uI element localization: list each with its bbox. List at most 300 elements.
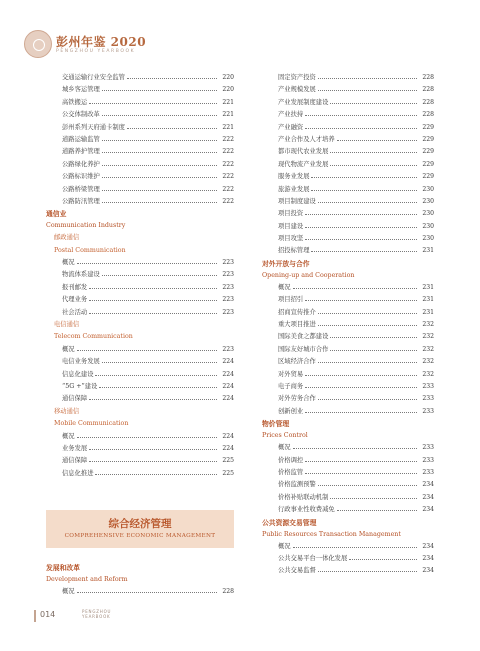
toc-entry[interactable] xyxy=(46,455,234,467)
toc-entry[interactable] xyxy=(46,269,234,281)
dot-leader xyxy=(305,370,417,376)
toc-entry-title xyxy=(278,442,418,454)
toc-entry-page: 231 xyxy=(422,296,434,304)
toc-entry-title xyxy=(278,134,418,146)
toc-entry[interactable] xyxy=(262,282,434,294)
toc-entry[interactable] xyxy=(46,146,234,158)
toc-entry-title xyxy=(278,467,418,479)
toc-group xyxy=(46,431,234,481)
toc-entry-title xyxy=(62,72,218,84)
toc-entry[interactable] xyxy=(46,369,234,381)
dot-leader xyxy=(318,394,417,400)
dot-leader xyxy=(318,197,417,203)
toc-entry-title xyxy=(62,468,218,480)
toc-entry-label: 彭州系列天府通卡制度 xyxy=(62,123,125,131)
dot-leader xyxy=(293,443,417,449)
toc-entry-label: 产业融资 xyxy=(278,123,304,131)
toc-entry-page: 222 xyxy=(222,185,234,193)
dot-leader xyxy=(305,456,417,462)
dot-leader xyxy=(318,480,417,486)
toc-entry[interactable] xyxy=(262,84,434,96)
toc-entry-page: 223 xyxy=(222,259,234,267)
dot-leader xyxy=(89,444,217,450)
toc-entry-page: 234 xyxy=(422,493,434,501)
toc-entry-label: 对外劳务合作 xyxy=(278,395,316,403)
toc-entry-label: 价格调控 xyxy=(278,456,304,464)
toc-entry[interactable] xyxy=(262,455,434,467)
subsection-title-mobile-en: Mobile Communication xyxy=(54,420,129,428)
dot-leader xyxy=(330,147,417,153)
section-title-development: 发展和改革 xyxy=(46,564,80,572)
toc-group xyxy=(262,541,434,578)
toc-entry-label: 信息化推进 xyxy=(62,469,94,477)
toc-entry-title xyxy=(278,344,418,356)
toc-entry-title xyxy=(62,122,218,134)
toc-entry-label: 电信业务发展 xyxy=(62,358,100,366)
dot-leader xyxy=(102,110,217,116)
toc-entry-page: 223 xyxy=(222,345,234,353)
toc-entry[interactable] xyxy=(262,72,434,84)
toc-entry-page: 222 xyxy=(222,173,234,181)
toc-entry-label: 信息化建设 xyxy=(62,370,94,378)
toc-entry-label: 现代物流产业发展 xyxy=(278,160,329,168)
toc-entry-label: 产业合作及人才培养 xyxy=(278,135,335,143)
toc-entry-title xyxy=(278,381,418,393)
section-title-communication: 通信业 xyxy=(46,210,67,219)
dot-leader xyxy=(89,308,217,314)
toc-entry[interactable] xyxy=(46,122,234,134)
toc-entry[interactable] xyxy=(46,159,234,171)
dot-leader xyxy=(318,73,417,79)
dot-leader xyxy=(89,295,217,301)
toc-entry[interactable] xyxy=(262,356,434,368)
dot-leader xyxy=(293,542,417,548)
dot-leader xyxy=(89,394,217,400)
toc-entry-page: 220 xyxy=(222,86,234,94)
dot-leader xyxy=(127,73,217,79)
toc-entry[interactable] xyxy=(262,467,434,479)
toc-entry-page: 224 xyxy=(222,358,234,366)
dot-leader xyxy=(102,160,217,166)
dot-leader xyxy=(77,432,217,438)
dot-leader xyxy=(337,135,417,141)
toc-entry[interactable] xyxy=(262,565,434,577)
toc-entry-page: 230 xyxy=(422,210,434,218)
toc-entry[interactable] xyxy=(262,294,434,306)
toc-entry-label: 项目投资 xyxy=(278,210,304,218)
toc-entry-title xyxy=(278,221,418,233)
toc-entry-title xyxy=(62,84,218,96)
dot-leader xyxy=(330,332,417,338)
dot-leader xyxy=(95,469,217,475)
toc-entry-title xyxy=(278,159,418,171)
toc-entry-label: 重大项目推进 xyxy=(278,321,316,329)
dot-leader xyxy=(102,135,217,141)
toc-entry-label: 电子商务 xyxy=(278,382,304,390)
toc-entry[interactable] xyxy=(262,541,434,553)
toc-entry-title xyxy=(62,97,218,109)
toc-entry-title xyxy=(278,245,418,257)
toc-entry-label: 代理业务 xyxy=(62,296,88,304)
toc-entry[interactable] xyxy=(46,109,234,121)
subsection-title-mobile: 移动通信 xyxy=(54,407,80,415)
toc-entry-title xyxy=(278,146,418,158)
toc-entry-label: 产业扶持 xyxy=(278,111,304,119)
toc-entry-label: 城乡客运管理 xyxy=(62,86,100,94)
toc-entry-title xyxy=(278,72,418,84)
toc-entry-label: 业务发展 xyxy=(62,444,88,452)
toc-entry-page: 232 xyxy=(422,345,434,353)
toc-entry-page: 233 xyxy=(422,468,434,476)
dot-leader xyxy=(330,160,417,166)
toc-entry-title xyxy=(278,307,418,319)
dot-leader xyxy=(305,123,417,129)
dot-leader xyxy=(311,172,417,178)
toc-entry-page: 232 xyxy=(422,321,434,329)
toc-entry-page: 228 xyxy=(422,86,434,94)
section-title-development-en: Development and Reform xyxy=(46,576,128,583)
toc-entry-page: 228 xyxy=(422,98,434,106)
footer-brand-line1: PENGZHOU xyxy=(82,609,112,614)
toc-entry[interactable] xyxy=(262,406,434,418)
section-title-prices-en: Prices Control xyxy=(262,432,308,440)
toc-entry[interactable] xyxy=(262,134,434,146)
chapter-title: 综合经济管理 xyxy=(108,518,172,530)
toc-entry[interactable] xyxy=(46,356,234,368)
toc-entry-label: 项目建设 xyxy=(278,222,304,230)
toc-entry[interactable] xyxy=(46,307,234,319)
toc-entry-page: 224 xyxy=(222,444,234,452)
toc-entry-page: 222 xyxy=(222,197,234,205)
toc-entry-page: 230 xyxy=(422,197,434,205)
toc-entry-title xyxy=(278,122,418,134)
subsection-title-telecom-en: Telecom Communication xyxy=(54,333,133,341)
toc-entry[interactable] xyxy=(262,331,434,343)
toc-entry-title xyxy=(278,208,418,220)
section-title-public-resources-en: Public Resources Transaction Management xyxy=(262,530,401,538)
toc-entry[interactable] xyxy=(262,146,434,158)
toc-entry-label: 物流体系建设 xyxy=(62,271,100,279)
toc-entry-page: 225 xyxy=(222,457,234,465)
dot-leader xyxy=(305,382,417,388)
dot-leader xyxy=(318,357,417,363)
toc-entry-page: 222 xyxy=(222,148,234,156)
subsection-title-telecom: 电信通信 xyxy=(54,321,80,329)
dot-leader xyxy=(102,172,217,178)
toc-entry-page: 228 xyxy=(422,74,434,81)
toc-entry[interactable] xyxy=(46,393,234,405)
toc-entry-label: 概况 xyxy=(278,444,291,452)
toc-entry-title xyxy=(278,282,418,294)
toc-entry-label: 道路养护管理 xyxy=(62,148,100,156)
toc-entry-label: 报刊邮发 xyxy=(62,283,88,291)
toc-entry[interactable] xyxy=(262,233,434,245)
toc-entry-title xyxy=(62,109,218,121)
toc-entry-label: 社会活动 xyxy=(62,308,88,316)
toc-entry[interactable] xyxy=(262,208,434,220)
yearbook-subtitle: PENGZHOU YEARBOOK xyxy=(56,49,136,54)
toc-entry-label: 公路防汛管理 xyxy=(62,197,100,205)
toc-entry-page: 221 xyxy=(222,111,234,119)
toc-entry-title xyxy=(62,381,218,393)
toc-left-bottom xyxy=(46,562,234,598)
toc-entry-page: 234 xyxy=(422,506,434,514)
toc-entry-label: 概况 xyxy=(62,432,75,440)
toc-entry[interactable] xyxy=(46,468,234,480)
toc-entry-page: 224 xyxy=(222,432,234,440)
toc-entry-title xyxy=(278,97,418,109)
dot-leader xyxy=(95,370,217,376)
toc-entry-title xyxy=(278,331,418,343)
toc-entry[interactable] xyxy=(262,159,434,171)
toc-entry-page: 223 xyxy=(222,308,234,316)
toc-entry-title xyxy=(62,184,218,196)
toc-entry[interactable] xyxy=(46,72,234,84)
toc-entry-label: 公路绿化养护 xyxy=(62,160,100,168)
toc-entry-page: 220 xyxy=(222,74,234,81)
toc-entry[interactable] xyxy=(262,344,434,356)
toc-entry[interactable] xyxy=(46,196,234,208)
toc-entry-page: 234 xyxy=(422,554,434,562)
toc-entry-title xyxy=(62,159,218,171)
toc-entry-title xyxy=(62,134,218,146)
toc-entry[interactable] xyxy=(262,369,434,381)
toc-entry-page: 231 xyxy=(422,283,434,291)
toc-entry[interactable] xyxy=(262,553,434,565)
toc-entry-title xyxy=(62,196,218,208)
toc-group xyxy=(262,282,434,418)
subsection-title-postal: 邮政通信 xyxy=(54,234,80,242)
toc-entry-title xyxy=(62,393,218,405)
toc-right-column xyxy=(262,72,434,578)
toc-entry[interactable] xyxy=(46,381,234,393)
dot-leader xyxy=(311,246,417,252)
toc-entry-label: 项目制度建设 xyxy=(278,197,316,205)
dot-leader xyxy=(330,98,417,104)
toc-entry[interactable] xyxy=(46,84,234,96)
dot-leader xyxy=(102,197,217,203)
toc-entry[interactable] xyxy=(46,184,234,196)
toc-entry[interactable] xyxy=(46,257,234,269)
toc-entry[interactable] xyxy=(262,393,434,405)
toc-entry-label: 公共交易监督 xyxy=(278,567,316,575)
toc-entry-title xyxy=(62,443,218,455)
dot-leader xyxy=(330,345,417,351)
dot-leader xyxy=(318,566,417,572)
toc-entry-title xyxy=(278,294,418,306)
toc-entry-title xyxy=(278,455,418,467)
dot-leader xyxy=(311,185,417,191)
toc-entry[interactable] xyxy=(46,443,234,455)
toc-entry-title xyxy=(62,269,218,281)
toc-entry[interactable] xyxy=(262,479,434,491)
toc-entry-title xyxy=(62,146,218,158)
dot-leader xyxy=(318,320,417,326)
toc-entry[interactable] xyxy=(262,319,434,331)
toc-entry[interactable] xyxy=(262,221,434,233)
toc-entry-title xyxy=(62,431,218,443)
toc-entry-page: 234 xyxy=(422,481,434,489)
toc-entry-label: 概况 xyxy=(62,345,75,353)
toc-entry-page: 222 xyxy=(222,135,234,143)
toc-entry-title xyxy=(278,492,418,504)
dot-leader xyxy=(305,234,417,240)
toc-entry[interactable] xyxy=(262,504,434,516)
toc-entry-label: 公共交易平台一体化发展 xyxy=(278,554,348,562)
dot-leader xyxy=(102,85,217,91)
toc-entry-page: 233 xyxy=(422,456,434,464)
toc-entry-page: 232 xyxy=(422,370,434,378)
toc-entry-page: 233 xyxy=(422,444,434,452)
toc-entry-label: 区域经济合作 xyxy=(278,358,316,366)
toc-entry-page: 231 xyxy=(422,247,434,255)
toc-entry[interactable] xyxy=(262,245,434,257)
toc-entry[interactable] xyxy=(46,294,234,306)
toc-entry-label: 旅游业发展 xyxy=(278,185,310,193)
footer-divider xyxy=(34,610,36,622)
toc-entry-label: 行政事业性收费减免 xyxy=(278,506,335,514)
toc-entry[interactable] xyxy=(46,282,234,294)
toc-entry[interactable] xyxy=(46,171,234,183)
dot-leader xyxy=(89,283,217,289)
toc-entry-label: 公路标识维护 xyxy=(62,173,100,181)
toc-entry-label: 概况 xyxy=(278,283,291,291)
toc-entry-label: 价格监管 xyxy=(278,468,304,476)
toc-entry-title xyxy=(278,171,418,183)
dot-leader xyxy=(305,407,417,413)
toc-entry-label: 项目攻坚 xyxy=(278,235,304,243)
dot-leader xyxy=(127,123,217,129)
toc-entry[interactable] xyxy=(262,97,434,109)
toc-entry-label: 价格补贴联动机制 xyxy=(278,493,329,501)
toc-entry-page: 232 xyxy=(422,333,434,341)
section-title-prices: 物价管理 xyxy=(262,420,290,429)
toc-entry-label: 固定资产投资 xyxy=(278,74,316,81)
toc-entry-page: 223 xyxy=(222,271,234,279)
toc-entry[interactable] xyxy=(46,344,234,356)
toc-entry-page: 229 xyxy=(422,173,434,181)
toc-entry[interactable] xyxy=(262,442,434,454)
toc-entry-label: 通信保障 xyxy=(62,395,88,403)
toc-entry-page: 233 xyxy=(422,395,434,403)
toc-entry-label: 产业规模发展 xyxy=(278,86,316,94)
toc-entry[interactable] xyxy=(262,381,434,393)
dot-leader xyxy=(305,110,417,116)
toc-entry-page: 224 xyxy=(222,370,234,378)
toc-entry-title xyxy=(62,307,218,319)
footer-brand-line2: YEARBOOK xyxy=(82,614,111,619)
dot-leader xyxy=(77,587,217,593)
toc-entry[interactable] xyxy=(46,97,234,109)
toc-entry-label: 交通运输行业安全监管 xyxy=(62,74,125,81)
toc-entry-page: 224 xyxy=(222,395,234,403)
dot-leader xyxy=(102,357,217,363)
toc-entry[interactable] xyxy=(46,431,234,443)
toc-entry-title xyxy=(62,369,218,381)
dot-leader xyxy=(293,283,417,289)
page-header xyxy=(24,28,224,64)
toc-group xyxy=(46,586,234,598)
toc-entry-label: “5G +”建设 xyxy=(62,382,98,390)
toc-entry[interactable] xyxy=(46,586,234,598)
dot-leader xyxy=(305,222,417,228)
toc-entry-title xyxy=(278,406,418,418)
toc-entry-title xyxy=(278,196,418,208)
toc-entry-page: 229 xyxy=(422,135,434,143)
toc-entry-title xyxy=(278,393,418,405)
toc-entry-title xyxy=(278,541,418,553)
page-footer xyxy=(0,608,480,628)
toc-entry-label: 服务业发展 xyxy=(278,173,310,181)
toc-entry-label: 国际美食之都建设 xyxy=(278,333,329,341)
toc-entry-title xyxy=(62,257,218,269)
chapter-banner xyxy=(46,510,234,548)
toc-entry[interactable] xyxy=(262,109,434,121)
dot-leader xyxy=(330,493,417,499)
toc-entry-title xyxy=(278,553,418,565)
toc-entry-page: 234 xyxy=(422,567,434,575)
toc-entry[interactable] xyxy=(262,196,434,208)
footer-brand xyxy=(82,609,111,619)
toc-entry-label: 公交体制改革 xyxy=(62,111,100,119)
toc-group xyxy=(46,257,234,319)
yearbook-logo-icon xyxy=(24,30,52,58)
dot-leader xyxy=(99,382,217,388)
toc-left-column xyxy=(46,72,234,480)
toc-entry-page: 222 xyxy=(222,160,234,168)
toc-entry-title xyxy=(62,171,218,183)
toc-entry-label: 产业发展制度建设 xyxy=(278,98,329,106)
chapter-title-en: COMPREHENSIVE ECONOMIC MANAGEMENT xyxy=(64,533,216,539)
toc-entry-page: 229 xyxy=(422,160,434,168)
dot-leader xyxy=(89,98,217,104)
toc-entry-title xyxy=(278,565,418,577)
yearbook-title: 彭州年鉴 2020 xyxy=(56,35,147,49)
toc-entry[interactable] xyxy=(262,171,434,183)
toc-entry-label: 道路运输监管 xyxy=(62,135,100,143)
dot-leader xyxy=(337,505,417,511)
toc-entry[interactable] xyxy=(262,122,434,134)
subsection-title-postal-en: Postal Communication xyxy=(54,246,126,254)
toc-entry[interactable] xyxy=(262,307,434,319)
toc-entry-title xyxy=(278,356,418,368)
toc-entry-page: 221 xyxy=(222,98,234,106)
toc-entry[interactable] xyxy=(46,134,234,146)
toc-group xyxy=(262,72,434,258)
toc-entry-title xyxy=(62,356,218,368)
toc-entry-page: 230 xyxy=(422,185,434,193)
toc-entry[interactable] xyxy=(262,184,434,196)
toc-entry-title xyxy=(278,233,418,245)
toc-entry-page: 233 xyxy=(422,382,434,390)
toc-entry-label: 招投标管理 xyxy=(278,247,310,255)
toc-entry-page: 221 xyxy=(222,123,234,131)
toc-group xyxy=(46,344,234,406)
toc-entry[interactable] xyxy=(262,492,434,504)
toc-entry-title xyxy=(62,294,218,306)
toc-entry-page: 230 xyxy=(422,222,434,230)
toc-entry-title xyxy=(278,504,418,516)
toc-entry-title xyxy=(278,479,418,491)
dot-leader xyxy=(89,456,217,462)
section-title-public-resources: 公共资源交易管理 xyxy=(262,518,317,527)
page-number: 014 xyxy=(40,610,56,619)
toc-entry-page: 228 xyxy=(422,111,434,119)
toc-entry-label: 创新创业 xyxy=(278,407,304,415)
dot-leader xyxy=(349,554,417,560)
dot-leader xyxy=(102,147,217,153)
toc-entry-page: 229 xyxy=(422,123,434,131)
